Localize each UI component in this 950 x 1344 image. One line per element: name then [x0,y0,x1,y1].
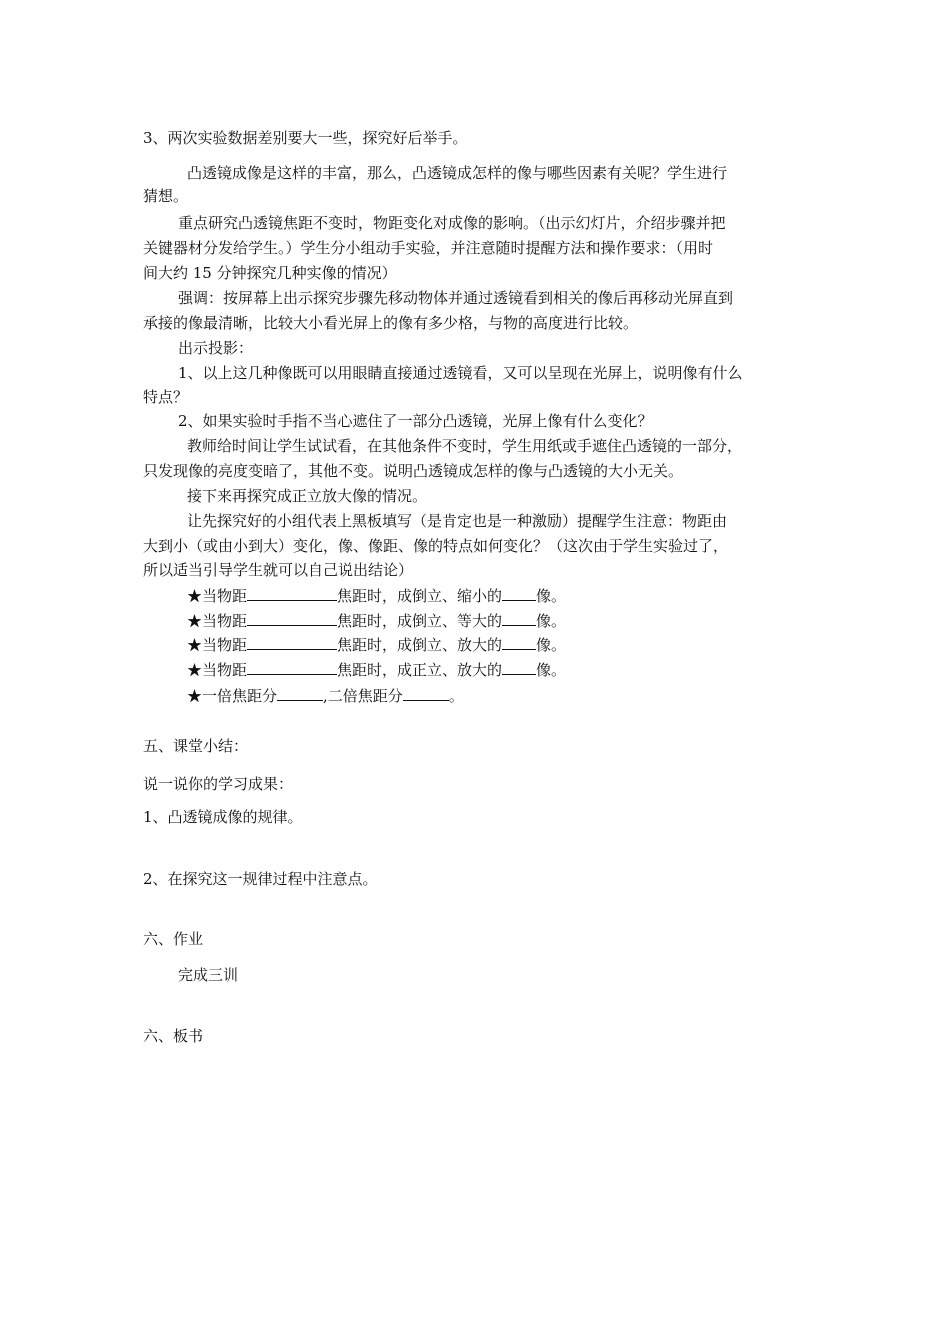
text-line: 1、凸透镜成像的规律。 [143,808,303,826]
text-line: 教师给时间让学生试试看，在其他条件不变时，学生用纸或手遮住凸透镜的一部分， [187,437,743,455]
text-line: 说一说你的学习成果： [143,775,294,793]
text-line: 特点？ [143,388,189,406]
text-line: 凸透镜成像是这样的丰富，那么，凸透镜成怎样的像与哪些因素有关呢？学生进行 [187,164,728,182]
text-line: 承接的像最清晰，比较大小看光屏上的像有多少格，与物的高度进行比较。 [143,314,639,332]
text-line: 重点研究凸透镜焦距不变时，物距变化对成像的影响。（出示幻灯片，介绍步骤并把 [178,214,726,232]
text-line: 间大约 15 分钟探究几种实像的情况） [143,264,397,282]
fill-mid: ,二倍焦距分 [323,687,403,705]
fill-row [187,685,464,707]
text-line: 让先探究好的小组代表上黑板填写（是肯定也是一种激励）提醒学生注意：物距由 [187,512,728,530]
fill-mid: 焦距时，成倒立、等大的 [337,612,503,630]
text-line: 所以适当引导学生就可以自己说出结论） [143,561,414,579]
text-line: 大到小（或由小到大）变化，像、像距、像的特点如何变化？（这次由于学生实验过了， [143,537,729,555]
text-line: 只发现像的亮度变暗了，其他不变。说明凸透镜成怎样的像与凸透镜的大小无关。 [143,462,684,480]
section-heading: 六、作业 [143,930,204,948]
fill-blank [277,686,323,701]
fill-blank [247,611,337,626]
fill-post: 像。 [536,587,567,605]
fill-blank [502,586,536,601]
fill-blank [502,611,536,626]
star-icon: ★ [187,636,203,654]
fill-post: 像。 [536,612,567,630]
text-line: 出示投影： [178,339,254,357]
text-line: 完成三训 [178,966,239,984]
fill-blank [247,586,337,601]
star-icon: ★ [187,612,203,630]
fill-row [187,610,566,632]
text-line: 1、以上这几种像既可以用眼睛直接通过透镜看，又可以呈现在光屏上，说明像有什么 [178,364,743,382]
section-heading: 六、板书 [143,1027,204,1045]
fill-pre: 当物距 [202,661,248,679]
fill-post: 像。 [536,661,567,679]
text-line: 关键器材分发给学生。）学生分小组动手实验，并注意随时提醒方法和操作要求：（用时 [143,239,714,257]
fill-row [187,634,566,656]
fill-mid: 焦距时，成倒立、缩小的 [337,587,503,605]
star-icon: ★ [187,687,203,705]
fill-mid: 焦距时，成倒立、放大的 [337,636,503,654]
fill-pre: 当物距 [202,587,248,605]
text-line: 2、如果实验时手指不当心遮住了一部分凸透镜，光屏上像有什么变化？ [178,412,653,430]
fill-pre: 一倍焦距分 [202,687,278,705]
fill-blank [502,635,536,650]
fill-row [187,659,566,681]
text-line: 强调：按屏幕上出示探究步骤先移动物体并通过透镜看到相关的像后再移动光屏直到 [178,289,734,307]
fill-blank [247,635,337,650]
fill-blank [247,660,337,675]
fill-mid: 焦距时，成正立、放大的 [337,661,503,679]
fill-blank [502,660,536,675]
text-line: 3、两次实验数据差别要大一些，探究好后举手。 [143,129,468,147]
star-icon: ★ [187,661,203,679]
fill-pre: 当物距 [202,612,248,630]
fill-row [187,585,566,607]
star-icon: ★ [187,587,203,605]
fill-pre: 当物距 [202,636,248,654]
fill-blank [403,686,449,701]
fill-post: 像。 [536,636,567,654]
fill-post: 。 [448,687,464,705]
text-line: 2、在探究这一规律过程中注意点。 [143,870,378,888]
text-line: 猜想。 [143,187,189,205]
text-line: 接下来再探究成正立放大像的情况。 [187,487,428,505]
section-heading: 五、课堂小结： [143,737,249,755]
